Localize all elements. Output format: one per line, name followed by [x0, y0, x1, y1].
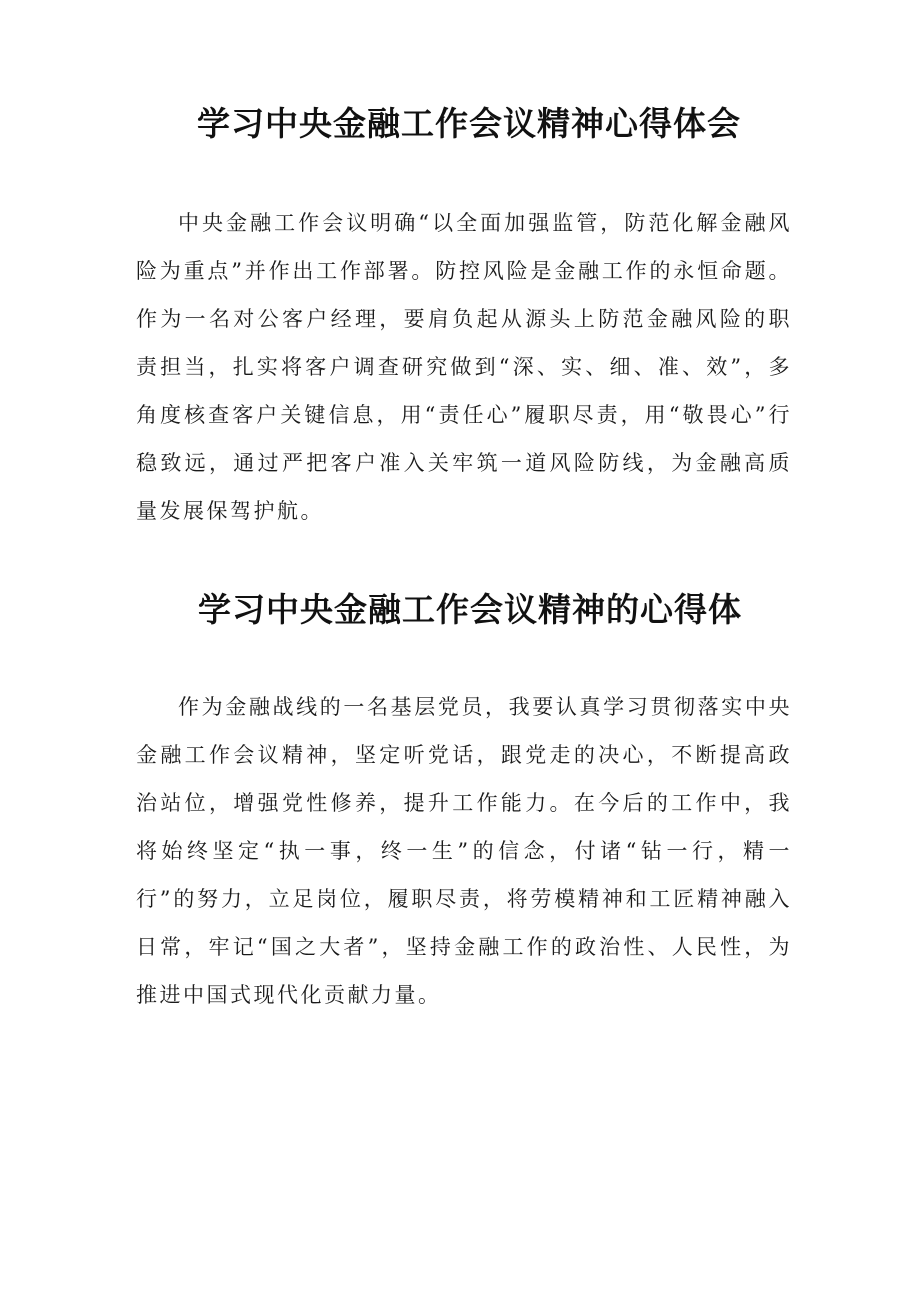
article-section-2	[136, 584, 792, 1019]
article-paragraph-1: 中央金融工作会议明确“以全面加强监管，防范化解金融风险为重点”并作出工作部署。防控风险是金融工作的永恒命题。作为一名对公客户经理，要肩负起从源头上防范金融风险的职责担当，扎实将客户调查研究做到“深、实、细、准、效”，多角度核查客户关键信息，用“责任心”履职尽责，用“敬畏心”行稳致远，通过严把客户准入关牢筑一道风险防线，为金融高质量发展保驾护航。	[136, 211, 792, 523]
article-title-2: 学习中央金融工作会议精神的心得体	[198, 590, 742, 629]
article-section-1	[136, 98, 792, 535]
article-title-1: 学习中央金融工作会议精神心得体会	[197, 104, 741, 143]
article-paragraph-2: 作为金融战线的一名基层党员，我要认真学习贯彻落实中央金融工作会议精神，坚定听党话，跟党走的决心，不断提高政治站位，增强党性修养，提升工作能力。在今后的工作中，我将始终坚定“执一事，终一生”的信念，付诸“钻一行，精一行”的努力，立足岗位，履职尽责，将劳模精神和工匠精神融入日常，牢记“国之大者”，坚持金融工作的政治性、人民性，为推进中国式现代化贡献力量。	[136, 695, 792, 1007]
